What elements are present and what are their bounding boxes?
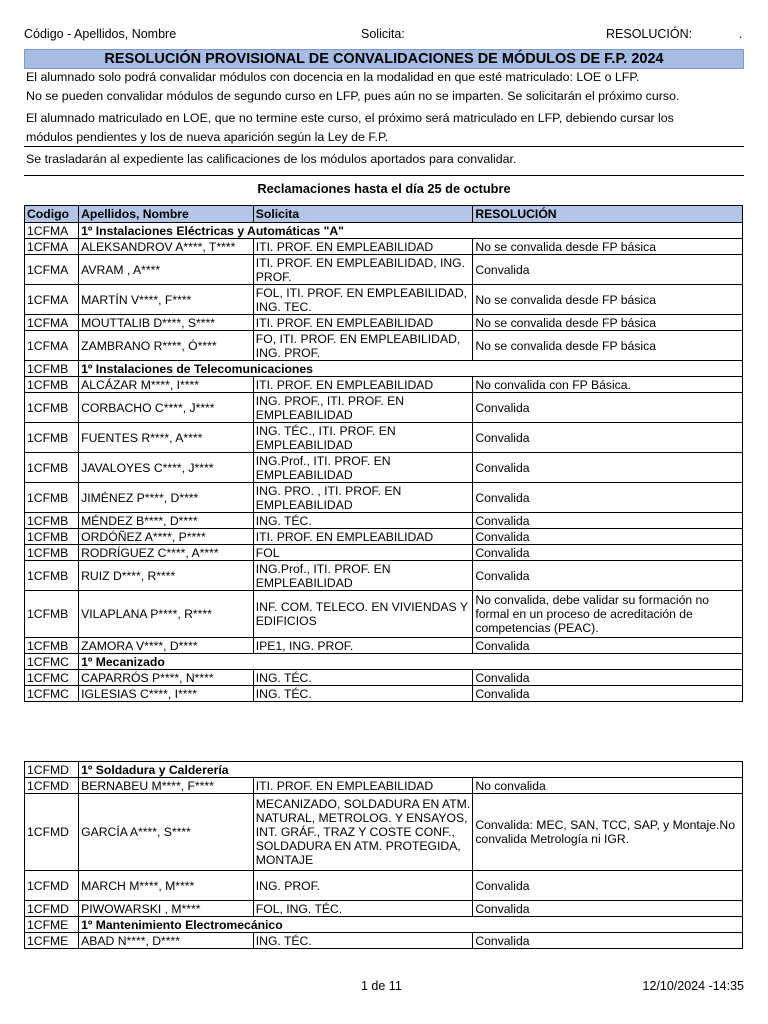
header-solicita: Solicita: [253, 206, 473, 223]
cell-resolucion: Convalida: [473, 871, 743, 901]
cell-code: 1CFMD: [25, 871, 79, 901]
cell-code: 1CFMB: [25, 545, 79, 561]
cell-code: 1CFMA: [25, 255, 79, 285]
cell-solicita: ING. TÉC.: [253, 933, 473, 949]
cell-name: GARCÍA A****, S****: [79, 794, 254, 871]
group-code: 1CFMA: [25, 223, 79, 239]
group-row: [25, 917, 743, 933]
cell-resolucion: No se convalida desde FP básica: [473, 315, 743, 331]
cell-resolucion: Convalida: [473, 453, 743, 483]
cell-solicita: FOL: [253, 545, 473, 561]
cell-name: ZAMBRANO R****, Ó****: [79, 331, 254, 361]
cell-code: 1CFMB: [25, 483, 79, 513]
cell-solicita: FOL, ITI. PROF. EN EMPLEABILIDAD, ING. TEC.: [253, 285, 473, 315]
note-line: No se pueden convalidar módulos de segundo curso en LFP, pues aún no se imparten. Se solicitarán el próximo curso.: [26, 89, 680, 103]
cell-solicita: ING.Prof., ITI. PROF. EN EMPLEABILIDAD: [253, 561, 473, 591]
cell-name: MOUTTALIB D****, S****: [79, 315, 254, 331]
cell-name: RODRÍGUEZ C****, A****: [79, 545, 254, 561]
header-code-name: Código - Apellidos, Nombre: [24, 27, 177, 41]
cell-resolucion: Convalida: [473, 255, 743, 285]
table-row: [25, 686, 743, 702]
cell-name: ORDÓÑEZ A****, P****: [79, 529, 254, 545]
cell-code: 1CFMB: [25, 423, 79, 453]
table-row: [25, 545, 743, 561]
table-row: [25, 871, 743, 901]
cell-name: MARCH M****, M****: [79, 871, 254, 901]
table-row: [25, 315, 743, 331]
group-row: [25, 223, 743, 239]
cell-solicita: ITI. PROF. EN EMPLEABILIDAD: [253, 529, 473, 545]
divider: [24, 175, 744, 176]
cell-name: CAPARRÓS P****, N****: [79, 670, 254, 686]
cell-name: RUIZ D****, R****: [79, 561, 254, 591]
results-table: [24, 205, 743, 702]
group-name: 1º Soldadura y Calderería: [79, 762, 743, 778]
table-row: [25, 794, 743, 871]
header-solicita: Solicita:: [361, 27, 405, 41]
cell-name: BERNABEU M****, F****: [79, 778, 254, 794]
cell-resolucion: No se convalida desde FP básica: [473, 331, 743, 361]
cell-name: MARTÍN V****, F****: [79, 285, 254, 315]
cell-resolucion: No convalida con FP Básica.: [473, 377, 743, 393]
divider: [24, 146, 744, 147]
cell-solicita: ITI. PROF. EN EMPLEABILIDAD, ING. PROF.: [253, 255, 473, 285]
table-header-row: [25, 206, 743, 223]
group-name: 1º Instalaciones Eléctricas y Automáticas "A": [79, 223, 743, 239]
cell-resolucion: Convalida: [473, 393, 743, 423]
cell-resolucion: No se convalida desde FP básica: [473, 285, 743, 315]
cell-name: FUENTES R****, A****: [79, 423, 254, 453]
cell-name: AVRAM , A****: [79, 255, 254, 285]
group-row: [25, 361, 743, 377]
cell-code: 1CFMA: [25, 315, 79, 331]
cell-resolucion: Convalida: [473, 513, 743, 529]
cell-solicita: ING. TÉC.: [253, 670, 473, 686]
header-resolucion: RESOLUCIÓN: [473, 206, 743, 223]
group-code: 1CFME: [25, 917, 79, 933]
table-row: [25, 255, 743, 285]
cell-solicita: ING.Prof., ITI. PROF. EN EMPLEABILIDAD: [253, 453, 473, 483]
table-row: [25, 670, 743, 686]
cell-solicita: ING. TÉC.: [253, 686, 473, 702]
table-row: [25, 933, 743, 949]
table-row: [25, 453, 743, 483]
group-name: 1º Instalaciones de Telecomunicaciones: [79, 361, 743, 377]
cell-resolucion: Convalida: [473, 483, 743, 513]
results-table: [24, 761, 743, 949]
cell-solicita: FO, ITI. PROF. EN EMPLEABILIDAD, ING. PROF.: [253, 331, 473, 361]
cell-solicita: IPE1, ING. PROF.: [253, 638, 473, 654]
cell-resolucion: Convalida: [473, 901, 743, 917]
table-row: [25, 561, 743, 591]
note-line: Se trasladarán al expediente las calificaciones de los módulos aportados para convalidar.: [26, 152, 517, 166]
cell-code: 1CFMA: [25, 285, 79, 315]
cell-resolucion: Convalida: [473, 686, 743, 702]
table-row: [25, 393, 743, 423]
group-row: [25, 762, 743, 778]
page-number: 1 de 11: [361, 979, 402, 993]
cell-solicita: INF. COM. TELECO. EN VIVIENDAS Y EDIFICIOS: [253, 591, 473, 638]
cell-code: 1CFMD: [25, 901, 79, 917]
group-code: 1CFMB: [25, 361, 79, 377]
cell-code: 1CFMB: [25, 393, 79, 423]
cell-resolucion: Convalida: [473, 670, 743, 686]
cell-resolucion: No convalida: [473, 778, 743, 794]
cell-solicita: FOL, ING. TÉC.: [253, 901, 473, 917]
table-row: [25, 529, 743, 545]
reclamaciones-deadline: Reclamaciones hasta el día 25 de octubre: [257, 181, 511, 196]
table-row: [25, 423, 743, 453]
table-row: [25, 483, 743, 513]
cell-resolucion: Convalida: MEC, SAN, TCC, SAP, y Montaje.No convalida Metrología ni IGR.: [473, 794, 743, 871]
cell-code: 1CFMA: [25, 239, 79, 255]
table-row: [25, 513, 743, 529]
note-line: módulos pendientes y los de nueva aparición según la Ley de F.P.: [26, 130, 389, 144]
cell-code: 1CFMB: [25, 529, 79, 545]
cell-code: 1CFMB: [25, 638, 79, 654]
header-dot: .: [739, 27, 743, 41]
cell-solicita: ING. PRO. , ITI. PROF. EN EMPLEABILIDAD: [253, 483, 473, 513]
cell-solicita: ING. PROF.: [253, 871, 473, 901]
cell-name: ALCÁZAR M****, I****: [79, 377, 254, 393]
cell-name: JAVALOYES C****, J****: [79, 453, 254, 483]
cell-solicita: MECANIZADO, SOLDADURA EN ATM. NATURAL, METROLOG. Y ENSAYOS, INT. GRÁF., TRAZ Y COSTE CONF., SOLDADURA EN ATM. PROTEGIDA, MONTAJE: [253, 794, 473, 871]
notes: [26, 68, 742, 147]
group-name: 1º Mantenimiento Electromecánico: [79, 917, 743, 933]
header-codigo: Codigo: [25, 206, 79, 223]
cell-name: ZAMORA V****, D****: [79, 638, 254, 654]
page-header: [24, 27, 744, 45]
cell-code: 1CFMC: [25, 670, 79, 686]
cell-name: VILAPLANA P****, R****: [79, 591, 254, 638]
cell-code: 1CFMB: [25, 561, 79, 591]
cell-solicita: ITI. PROF. EN EMPLEABILIDAD: [253, 239, 473, 255]
cell-solicita: ING. PROF., ITI. PROF. EN EMPLEABILIDAD: [253, 393, 473, 423]
cell-name: PIWOWARSKI , M****: [79, 901, 254, 917]
table-row: [25, 901, 743, 917]
cell-solicita: ING. TÉC.: [253, 513, 473, 529]
group-code: 1CFMC: [25, 654, 79, 670]
cell-code: 1CFMC: [25, 686, 79, 702]
cell-resolucion: Convalida: [473, 423, 743, 453]
cell-code: 1CFMA: [25, 331, 79, 361]
cell-resolucion: Convalida: [473, 561, 743, 591]
cell-resolucion: Convalida: [473, 529, 743, 545]
cell-name: ALEKSANDROV A****, T****: [79, 239, 254, 255]
group-name: 1º Mecanizado: [79, 654, 743, 670]
cell-code: 1CFMB: [25, 377, 79, 393]
group-row: [25, 654, 743, 670]
cell-resolucion: No se convalida desde FP básica: [473, 239, 743, 255]
cell-name: IGLESIAS C****, I****: [79, 686, 254, 702]
cell-name: CORBACHO C****, J****: [79, 393, 254, 423]
cell-resolucion: Convalida: [473, 545, 743, 561]
cell-code: 1CFMB: [25, 591, 79, 638]
cell-code: 1CFMB: [25, 453, 79, 483]
note-line: El alumnado solo podrá convalidar módulos con docencia en la modalidad en que esté matriculado: LOE o LFP.: [26, 70, 640, 84]
table-row: [25, 239, 743, 255]
header-apellidos: Apellidos, Nombre: [79, 206, 254, 223]
cell-name: MÉNDEZ B****, D****: [79, 513, 254, 529]
table-row: [25, 778, 743, 794]
header-resolucion: RESOLUCIÓN:: [606, 27, 693, 41]
cell-solicita: ITI. PROF. EN EMPLEABILIDAD: [253, 377, 473, 393]
table-row: [25, 591, 743, 638]
cell-resolucion: Convalida: [473, 933, 743, 949]
cell-resolucion: No convalida, debe validar su formación no formal en un proceso de acreditación de competencias (PEAC).: [473, 591, 743, 638]
cell-solicita: ITI. PROF. EN EMPLEABILIDAD: [253, 778, 473, 794]
cell-resolucion: Convalida: [473, 638, 743, 654]
cell-name: JIMÉNEZ P****, D****: [79, 483, 254, 513]
cell-solicita: ING. TÉC., ITI. PROF. EN EMPLEABILIDAD: [253, 423, 473, 453]
table-row: [25, 638, 743, 654]
document-title: RESOLUCIÓN PROVISIONAL DE CONVALIDACIONES DE MÓDULOS DE F.P. 2024: [24, 49, 744, 69]
note-line: El alumnado matriculado en LOE, que no termine este curso, el próximo será matriculado en LFP, debiendo cursar los: [26, 111, 674, 125]
cell-name: ABAD N****, D****: [79, 933, 254, 949]
table-row: [25, 331, 743, 361]
cell-code: 1CFMD: [25, 794, 79, 871]
table-row: [25, 285, 743, 315]
group-code: 1CFMD: [25, 762, 79, 778]
cell-code: 1CFME: [25, 933, 79, 949]
cell-code: 1CFMD: [25, 778, 79, 794]
print-datetime: 12/10/2024 -14:35: [642, 979, 744, 993]
cell-solicita: ITI. PROF. EN EMPLEABILIDAD: [253, 315, 473, 331]
table-row: [25, 377, 743, 393]
cell-code: 1CFMB: [25, 513, 79, 529]
